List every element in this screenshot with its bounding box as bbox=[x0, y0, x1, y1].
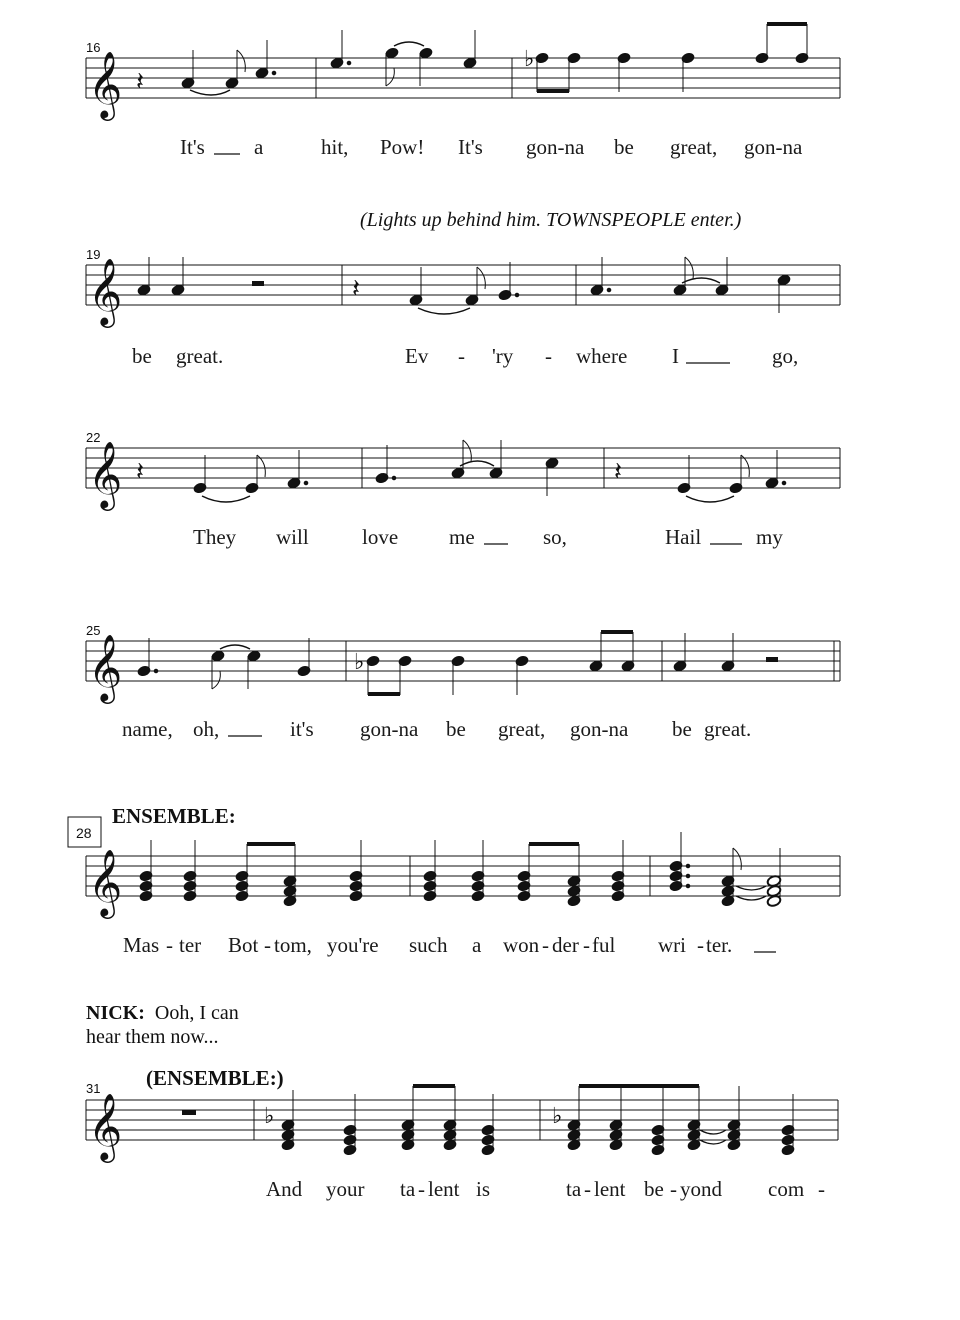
lyric-syllable: so, bbox=[543, 525, 567, 549]
treble-clef-icon: 𝄞 bbox=[88, 440, 123, 508]
lyric-syllable: great, bbox=[670, 135, 718, 159]
flat-icon: ♭ bbox=[524, 47, 535, 72]
lyric-syllable: go, bbox=[772, 344, 799, 368]
lyric-syllable: yond bbox=[680, 1177, 722, 1201]
lyric-syllable: - bbox=[670, 1177, 677, 1201]
notes bbox=[137, 630, 778, 696]
lyric-syllable: be bbox=[132, 344, 152, 368]
lyric-syllable: - bbox=[818, 1177, 825, 1201]
lyric-syllable: gon-na bbox=[526, 135, 585, 159]
lyric-syllable: Pow! bbox=[380, 135, 425, 159]
lyric-syllable: - bbox=[697, 933, 704, 957]
lyric-syllable: ful bbox=[592, 933, 616, 957]
quarter-rest-icon: 𝄽 bbox=[614, 457, 622, 487]
treble-clef-icon: 𝄞 bbox=[88, 848, 123, 916]
lyric-syllable: love bbox=[362, 525, 399, 549]
speaker-name: NICK: bbox=[86, 1002, 145, 1024]
lyrics bbox=[122, 717, 751, 741]
lyric-syllable: And bbox=[266, 1177, 303, 1201]
treble-clef-icon: 𝄞 bbox=[88, 50, 123, 118]
lyric-syllable: - bbox=[458, 344, 465, 368]
lyric-syllable: hit, bbox=[321, 135, 349, 159]
lyrics bbox=[193, 525, 783, 549]
lyric-syllable: ter. bbox=[706, 933, 733, 957]
lyric-syllable: your bbox=[326, 1177, 365, 1201]
lyric-syllable: be bbox=[672, 717, 692, 741]
lyric-syllable: Ev bbox=[405, 344, 429, 368]
ensemble-heading: (ENSEMBLE:) bbox=[146, 1066, 284, 1090]
quarter-rest-icon: 𝄽 bbox=[352, 274, 360, 304]
ensemble-heading: ENSEMBLE: bbox=[112, 804, 236, 828]
lyric-syllable: - bbox=[418, 1177, 425, 1201]
lyric-syllable: - bbox=[545, 344, 552, 368]
whole-rest-icon bbox=[182, 1110, 196, 1115]
lyric-syllable: a bbox=[472, 933, 482, 957]
lyric-syllable: such bbox=[409, 933, 448, 957]
spoken-text-line-2: hear them now... bbox=[86, 1026, 219, 1048]
lyric-syllable: great. bbox=[176, 344, 224, 368]
lyric-syllable: ta bbox=[566, 1177, 582, 1201]
staff bbox=[86, 58, 840, 98]
stage-direction: (Lights up behind him. TOWNSPEOPLE enter.) bbox=[360, 209, 742, 231]
measure-number: 19 bbox=[86, 247, 101, 262]
treble-clef-icon: 𝄞 bbox=[88, 633, 123, 701]
lyric-syllable: great. bbox=[704, 717, 752, 741]
half-rest-icon bbox=[252, 281, 264, 286]
lyric-syllable: my bbox=[756, 525, 783, 549]
staff bbox=[86, 1100, 838, 1140]
lyric-syllable: - bbox=[584, 1177, 591, 1201]
lyric-syllable: - bbox=[542, 933, 549, 957]
rehearsal-number: 28 bbox=[76, 825, 92, 841]
lyric-syllable: gon-na bbox=[570, 717, 629, 741]
flat-icon: ♭ bbox=[552, 1104, 563, 1129]
lyric-syllable: gon-na bbox=[360, 717, 419, 741]
lyric-syllable: it's bbox=[290, 717, 314, 741]
lyric-syllable: lent bbox=[594, 1177, 626, 1201]
lyrics bbox=[180, 135, 803, 159]
lyric-syllable: great, bbox=[498, 717, 546, 741]
system-6 bbox=[86, 1002, 838, 1201]
half-rest-icon bbox=[766, 657, 778, 662]
lyric-syllable: a bbox=[254, 135, 264, 159]
system-4 bbox=[86, 623, 840, 741]
lyric-syllable: ta bbox=[400, 1177, 416, 1201]
lyric-syllable: der bbox=[552, 933, 579, 957]
lyric-syllable: lent bbox=[428, 1177, 460, 1201]
lyric-syllable: me bbox=[449, 525, 475, 549]
system-2 bbox=[86, 209, 840, 368]
lyric-syllable: Mas bbox=[123, 933, 160, 957]
lyric-syllable: tom, bbox=[274, 933, 312, 957]
lyric-syllable: is bbox=[476, 1177, 491, 1201]
lyric-syllable: - bbox=[583, 933, 590, 957]
measure-number: 16 bbox=[86, 40, 101, 55]
flat-icon: ♭ bbox=[264, 1104, 275, 1129]
lyric-syllable: gon-na bbox=[744, 135, 803, 159]
lyric-syllable: I bbox=[672, 344, 679, 368]
lyric-syllable: be bbox=[614, 135, 634, 159]
quarter-rest-icon: 𝄽 bbox=[136, 457, 144, 487]
lyric-syllable: name, bbox=[122, 717, 173, 741]
measure-number: 25 bbox=[86, 623, 101, 638]
lyric-syllable: It's bbox=[458, 135, 483, 159]
flat-icon: ♭ bbox=[354, 650, 365, 675]
lyric-syllable: They bbox=[193, 525, 237, 549]
system-1 bbox=[86, 22, 840, 159]
lyrics bbox=[123, 933, 776, 957]
lyric-syllable: 'ry bbox=[492, 344, 514, 368]
lyrics bbox=[132, 344, 798, 368]
lyric-syllable: be bbox=[644, 1177, 664, 1201]
lyric-syllable: Hail bbox=[665, 525, 702, 549]
lyric-syllable: will bbox=[276, 525, 309, 549]
lyric-syllable: wri bbox=[658, 933, 686, 957]
lyric-syllable: Bot bbox=[228, 933, 259, 957]
lyric-syllable: you're bbox=[327, 933, 379, 957]
lyric-syllable: It's bbox=[180, 135, 205, 159]
lyric-syllable: - bbox=[166, 933, 173, 957]
measure-number: 31 bbox=[86, 1081, 101, 1096]
treble-clef-icon: 𝄞 bbox=[88, 257, 123, 325]
treble-clef-icon: 𝄞 bbox=[88, 1092, 123, 1160]
system-3 bbox=[86, 430, 840, 549]
lyrics bbox=[266, 1177, 825, 1201]
measure-number: 22 bbox=[86, 430, 101, 445]
lyric-syllable: won bbox=[503, 933, 540, 957]
lyric-syllable: where bbox=[576, 344, 628, 368]
lyric-syllable: com bbox=[768, 1177, 805, 1201]
lyric-syllable: be bbox=[446, 717, 466, 741]
notes bbox=[136, 440, 786, 502]
speaker-line-1 bbox=[86, 1002, 239, 1024]
lyric-syllable: ter bbox=[179, 933, 202, 957]
spoken-text: Ooh, I can bbox=[154, 1002, 239, 1024]
lyric-syllable: oh, bbox=[193, 717, 220, 741]
system-5 bbox=[68, 804, 840, 957]
quarter-rest-icon: 𝄽 bbox=[136, 67, 144, 97]
lyric-syllable: - bbox=[264, 933, 271, 957]
